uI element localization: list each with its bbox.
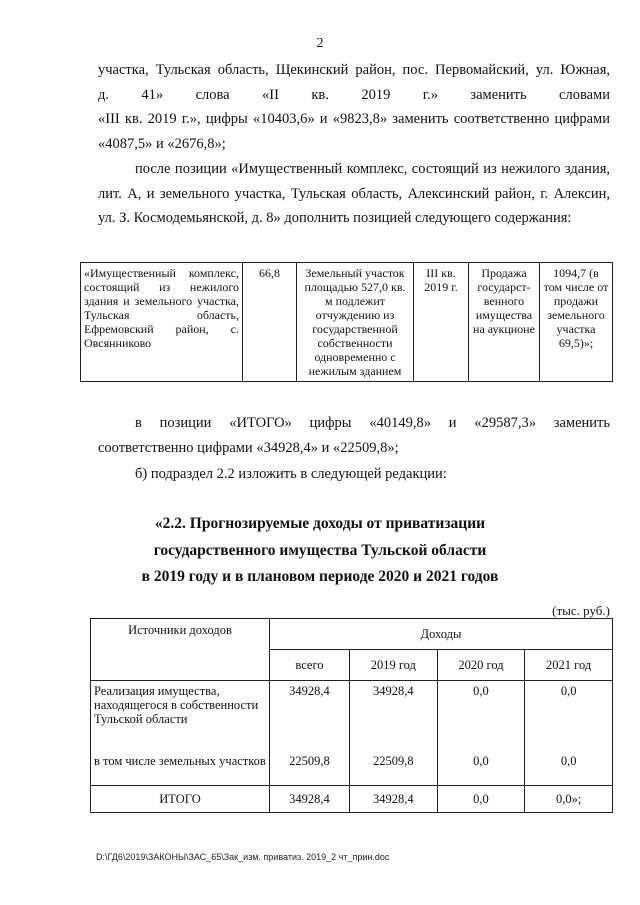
table-row	[91, 751, 613, 786]
row-label: Реализация имущества, находящегося в собственности Тульской области	[91, 681, 270, 752]
cell-2021: 0,0	[525, 751, 613, 786]
paragraph-line: «4087,5» и «2676,8»;	[98, 135, 226, 152]
row-label: в том числе земельных участков	[91, 751, 270, 786]
insert-position-table	[80, 262, 613, 382]
table-header-row	[91, 619, 613, 650]
paragraph-line: д. 41» слова «II кв. 2019 г.» заменить словами	[98, 86, 610, 103]
total-2020: 0,0	[437, 786, 525, 813]
header-total: всего	[270, 650, 350, 681]
object-cell: «Имущественный комплекс, состоящий из нежилого здания и земельного участка, Тульская область, Ефремовский район, с. Овсянниково	[81, 263, 243, 382]
cell-2020: 0,0	[437, 751, 525, 786]
unit-label: (тыс. руб.)	[552, 603, 610, 618]
method-cell: Продажа государст-венного имущества на аукционе	[469, 263, 540, 382]
paragraph-amend-2: после позиции «Имущественный комплекс, состоящий из нежилого здания, лит. А, и земельного участка, Тульская область, Алексинский район, г. Алексин, ул. З. Космодемьянской, д. 8» дополнить позицией следующего содержания:	[98, 161, 610, 226]
paragraph-line: в позиции «ИТОГО» цифры «40149,8» и «29587,3» заменить	[135, 415, 610, 431]
file-path-footer: D:\ГД6\2019\ЗАКОНЫ\ЗАС_65\Зак_изм. приватиз. 2019_2 чт_прин.doc	[96, 852, 390, 862]
note-cell: Земельный участок площадью 527,0 кв. м подлежит отчуждению из государственной собственности одновременно с нежилым зданием	[297, 263, 414, 382]
cell-total: 34928,4	[270, 681, 350, 752]
header-2019: 2019 год	[349, 650, 437, 681]
cell-2021: 0,0	[525, 681, 613, 752]
header-2020: 2020 год	[437, 650, 525, 681]
paragraph-line: «III кв. 2019 г.», цифры «10403,6» и «9823,8» заменить соответственно цифрами	[98, 111, 610, 127]
page-number: 2	[316, 36, 324, 51]
total-label: ИТОГО	[91, 786, 270, 813]
section-heading-line3: в 2019 году и в плановом периоде 2020 и 2021 годов	[141, 568, 499, 585]
header-income: Доходы	[270, 619, 613, 650]
paragraph-amend-4: б) подраздел 2.2 изложить в следующей редакции:	[135, 466, 447, 482]
section-heading-line1: «2.2. Прогнозируемые доходы от приватизации	[154, 515, 486, 532]
total-2021: 0,0»;	[525, 786, 613, 813]
cell-2019: 34928,4	[349, 681, 437, 752]
total-all: 34928,4	[270, 786, 350, 813]
total-2019: 34928,4	[349, 786, 437, 813]
table-total-row	[91, 786, 613, 813]
sum-cell: 1094,7 (в том числе от продажи земельного участка 69,5)»;	[540, 263, 613, 382]
period-cell: III кв. 2019 г.	[414, 263, 469, 382]
income-table	[90, 618, 613, 813]
paragraph-line: соответственно цифрами «34928,4» и «22509,8»;	[98, 439, 399, 456]
paragraph-amend-1	[98, 58, 610, 156]
area-cell: 66,8	[243, 263, 297, 382]
table-row	[91, 681, 613, 752]
paragraph-line: участка, Тульская область, Щекинский район, пос. Первомайский, ул. Южная,	[98, 62, 610, 78]
header-2021: 2021 год	[525, 650, 613, 681]
table-row	[81, 263, 613, 382]
section-heading-line2: государственного имущества Тульской области	[153, 542, 487, 559]
paragraph-amend-3	[98, 411, 610, 460]
cell-total: 22509,8	[270, 751, 350, 786]
cell-2020: 0,0	[437, 681, 525, 752]
header-sources: Источники доходов	[91, 619, 270, 681]
cell-2019: 22509,8	[349, 751, 437, 786]
